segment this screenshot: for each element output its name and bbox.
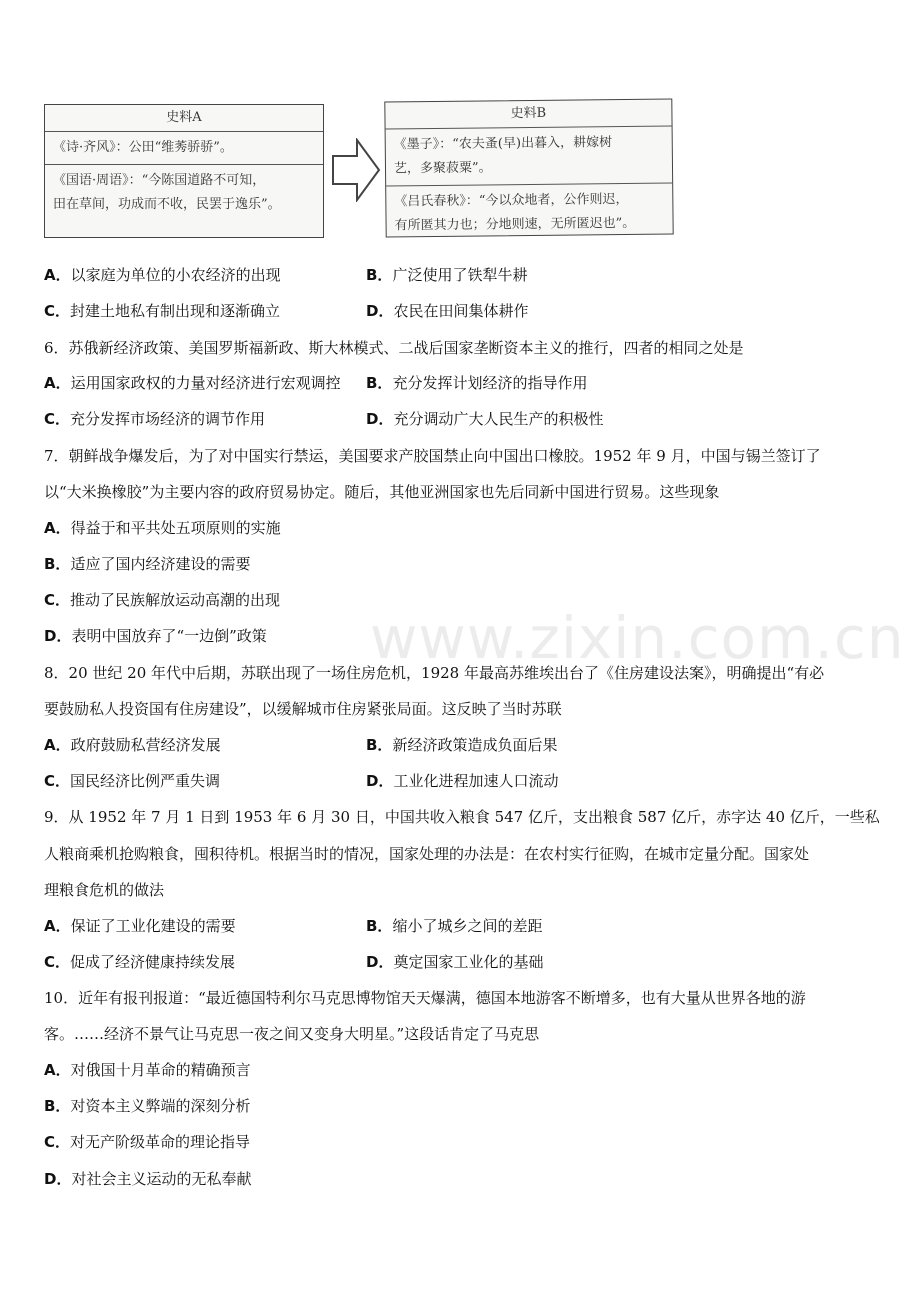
option-letter: B． (366, 917, 393, 935)
q8-option-a: A．政府鼓励私营经济发展 (44, 736, 221, 754)
q5-option-b: B．广泛使用了铁犁牛耕 (366, 266, 528, 284)
option-letter: B． (44, 555, 71, 573)
source-a-quote-1: 《诗·齐风》：公田“维莠骄骄”。 (53, 140, 233, 155)
q9-option-d: D．奠定国家工业化的基础 (366, 953, 544, 971)
q10-option-c: C．对无产阶级革命的理论指导 (44, 1133, 251, 1151)
option-letter: D． (366, 953, 394, 971)
option-letter: C． (44, 591, 71, 609)
q6-option-b: B．充分发挥计划经济的指导作用 (366, 374, 588, 392)
option-letter: A． (44, 374, 71, 392)
source-b-quote-1: 《墨子》：“农夫蚤(早)出暮入，耕嫁树 艺，多聚菽粟”。 (393, 135, 613, 177)
q9-option-a: A．保证了工业化建设的需要 (44, 917, 236, 935)
q8-option-c: C．国民经济比例严重失调 (44, 772, 221, 790)
q7-option-a: A．得益于和平共处五项原则的实施 (44, 519, 281, 537)
q10-stem-line1: 10．近年有报刊报道：“最近德国特利尔马克思博物馆天天爆满，德国本地游客不断增多，也有大量从世界各地的游 (44, 989, 806, 1007)
source-a-title: 史料A (45, 105, 323, 132)
option-letter: B． (366, 266, 393, 284)
q6-option-c: C．充分发挥市场经济的调节作用 (44, 410, 266, 428)
option-letter: A． (44, 736, 71, 754)
option-letter: B． (44, 1097, 71, 1115)
q5-option-c: C．封建土地私有制出现和逐渐确立 (44, 302, 281, 320)
q7-option-d: D．表明中国放弃了“一边倒”政策 (44, 627, 267, 645)
source-materials-figure (44, 96, 684, 246)
q7-option-b: B．适应了国内经济建设的需要 (44, 555, 251, 573)
q7-stem-line1: 7．朝鲜战争爆发后，为了对中国实行禁运，美国要求产胶国禁止向中国出口橡胶。1952 年 9 月，中国与锡兰签订了 (44, 447, 821, 465)
option-letter: B． (366, 374, 393, 392)
source-b-box (384, 98, 673, 237)
q5-option-d: D．农民在田间集体耕作 (366, 302, 529, 320)
q9-stem-line1: 9．从 1952 年 7 月 1 日到 1953 年 6 月 30 日，中国共收入粮食 547 亿斤，支出粮食 587 亿斤，赤字达 40 亿斤，一些私 (44, 808, 880, 826)
q8-option-d: D．工业化进程加速人口流动 (366, 772, 559, 790)
q7-option-c: C．推动了民族解放运动高潮的出现 (44, 591, 281, 609)
q8-stem-line2: 要鼓励私人投资国有住房建设”，以缓解城市住房紧张局面。这反映了当时苏联 (44, 700, 562, 718)
source-a-box (44, 104, 324, 238)
q9-stem-line2: 人粮商乘机抢购粮食，囤积待机。根据当时的情况，国家处理的办法是：在农村实行征购，在城市定量分配。国家处 (44, 845, 810, 863)
option-letter: A． (44, 917, 71, 935)
q9-option-c: C．促成了经济健康持续发展 (44, 953, 236, 971)
q5-option-a: A．以家庭为单位的小农经济的出现 (44, 266, 281, 284)
source-b-quote-2: 《吕氏春秋》：“今以众地者，公作则迟， 有所匿其力也；分地则速，无所匿迟也”。 (386, 183, 673, 243)
q7-stem-line2: 以“大米换橡胶”为主要内容的政府贸易协定。随后，其他亚洲国家也先后同新中国进行贸易。这些现象 (44, 483, 720, 501)
q10-stem-line2: 客。……经济不景气让马克思一夜之间又变身大明星。”这段话肯定了马克思 (44, 1025, 540, 1043)
source-a-quote-2: 《国语·周语》：“今陈国道路不可知， 田在草间，功成而不收，民罢于逸乐”。 (45, 164, 323, 221)
option-letter: D． (44, 1170, 72, 1188)
q10-option-d: D．对社会主义运动的无私奉献 (44, 1170, 252, 1188)
option-letter: D． (366, 410, 394, 428)
option-letter: D． (366, 772, 394, 790)
option-letter: D． (366, 302, 394, 320)
option-letter: C． (44, 410, 71, 428)
option-letter: C． (44, 772, 71, 790)
option-letter: A． (44, 519, 71, 537)
q8-stem-line1: 8．20 世纪 20 年代中后期，苏联出现了一场住房危机，1928 年最高苏维埃出台了《住房建设法案》，明确提出“有必 (44, 664, 825, 682)
source-b-title: 史料B (385, 100, 671, 130)
option-letter: C． (44, 953, 71, 971)
option-letter: A． (44, 1061, 71, 1079)
q9-option-b: B．缩小了城乡之间的差距 (366, 917, 543, 935)
watermark: www.zixin.com.cn (370, 604, 905, 672)
q10-option-a: A．对俄国十月革命的精确预言 (44, 1061, 251, 1079)
option-letter: D． (44, 627, 72, 645)
q6-stem: 6．苏俄新经济政策、美国罗斯福新政、斯大林模式、二战后国家垄断资本主义的推行，四者的相同之处是 (44, 339, 744, 357)
q8-option-b: B．新经济政策造成负面后果 (366, 736, 558, 754)
q6-option-a: A．运用国家政权的力量对经济进行宏观调控 (44, 374, 341, 392)
q9-stem-line3: 理粮食危机的做法 (44, 881, 165, 899)
option-letter: C． (44, 1133, 71, 1151)
option-letter: B． (366, 736, 393, 754)
option-letter: C． (44, 302, 71, 320)
q10-option-b: B．对资本主义弊端的深刻分析 (44, 1097, 251, 1115)
q6-option-d: D．充分调动广大人民生产的积极性 (366, 410, 604, 428)
option-letter: A． (44, 266, 71, 284)
right-arrow-icon (331, 138, 381, 202)
